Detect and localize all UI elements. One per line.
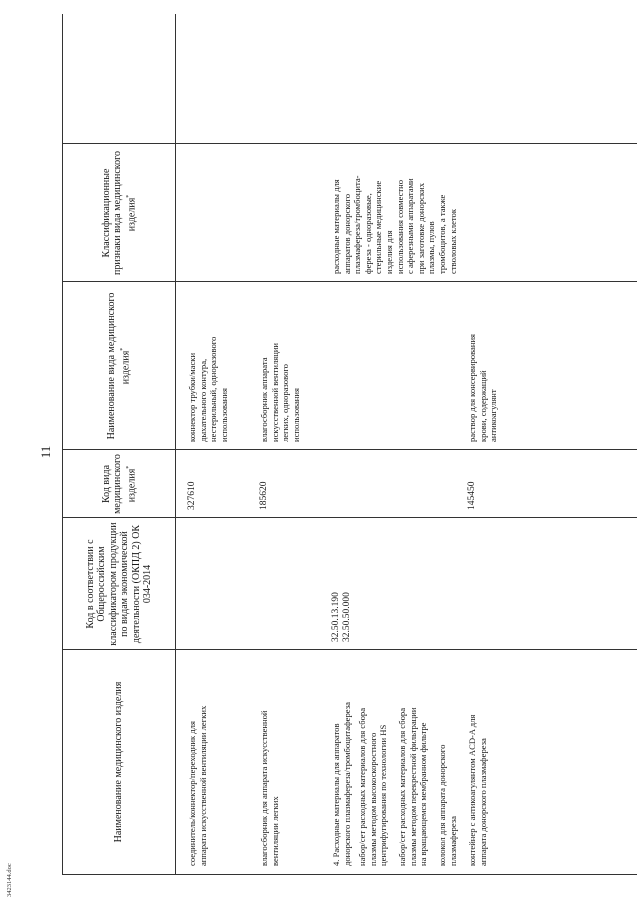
product-name-connector: соединитель/коннектор/переходник для аппарата искусственной вентиляции легких bbox=[187, 705, 208, 866]
product-name-bowl: колокол для аппарата донорского плазмафереза bbox=[437, 744, 458, 866]
page-number: 11 bbox=[38, 445, 53, 459]
okpd-codes: 32.50.13.190 32.50.50.000 bbox=[331, 592, 352, 642]
header-kind-code: Код вида медицинского изделия* bbox=[100, 454, 137, 514]
product-name-acd-container: контейнер с антикоагулянтом ACD-A для аппарата донорского плазмафереза bbox=[467, 714, 488, 866]
footnote-mark: * bbox=[125, 465, 132, 469]
header-okpd-code: Код в соответствии с Общероссийским классификатором продукции по видам экономической деятельности (ОКПД 2) ОК 034-2014 bbox=[84, 522, 153, 646]
footnote-mark: * bbox=[125, 194, 132, 198]
product-name-filtration-set: набор/сет расходных материалов для сбора плазмы методом перекрестной фильтрации на вращающемся мембранном фильтре bbox=[397, 707, 429, 866]
classification-features-text: расходные материалы для аппаратов донорского плазмафереза/тромбоцита- фереза - одноразовые, стерильные медицинские изделия для использования совместно с аферезными аппаратами при заготовке донорских плазмы, пулов тромбоцитов, а также стволовых клеток bbox=[331, 175, 458, 274]
kind-code: 327610 bbox=[187, 481, 197, 510]
footnote-mark: * bbox=[119, 347, 126, 351]
classification-table bbox=[62, 14, 637, 875]
kind-name: раствор для консервирования крови, содержащий антикоагулянт bbox=[467, 333, 499, 442]
kind-code: 185620 bbox=[259, 481, 269, 510]
header-classification-features: Классификационные признаки вида медицинского изделия* bbox=[100, 150, 137, 276]
header-divider bbox=[175, 14, 176, 874]
document-reference: 3423144.doc bbox=[6, 863, 13, 897]
kind-name: коннектор трубки/маски дыхательного контура, нестерильный, одноразового использования bbox=[187, 336, 229, 442]
kind-name: влагосборник аппарата искусственной вентиляции легких, одноразового использования bbox=[259, 342, 301, 442]
header-product-name: Наименование медицинского изделия bbox=[113, 681, 125, 843]
header-kind-name: Наименование вида медицинского изделия* bbox=[106, 292, 132, 440]
product-name-hs-set: набор/сет расходных материалов для сбора плазмы методом высокоскоростного центрифугирования по технологии HS bbox=[357, 707, 389, 866]
kind-code: 145450 bbox=[467, 481, 477, 510]
product-name-moisture-trap: влагосборник для аппарата искусственной вентиляции легких bbox=[259, 710, 280, 866]
product-name-apheresis-consumables: 4. Расходные материалы для аппаратов донорского плазмафереза/тромбоцитафереза bbox=[331, 702, 352, 866]
